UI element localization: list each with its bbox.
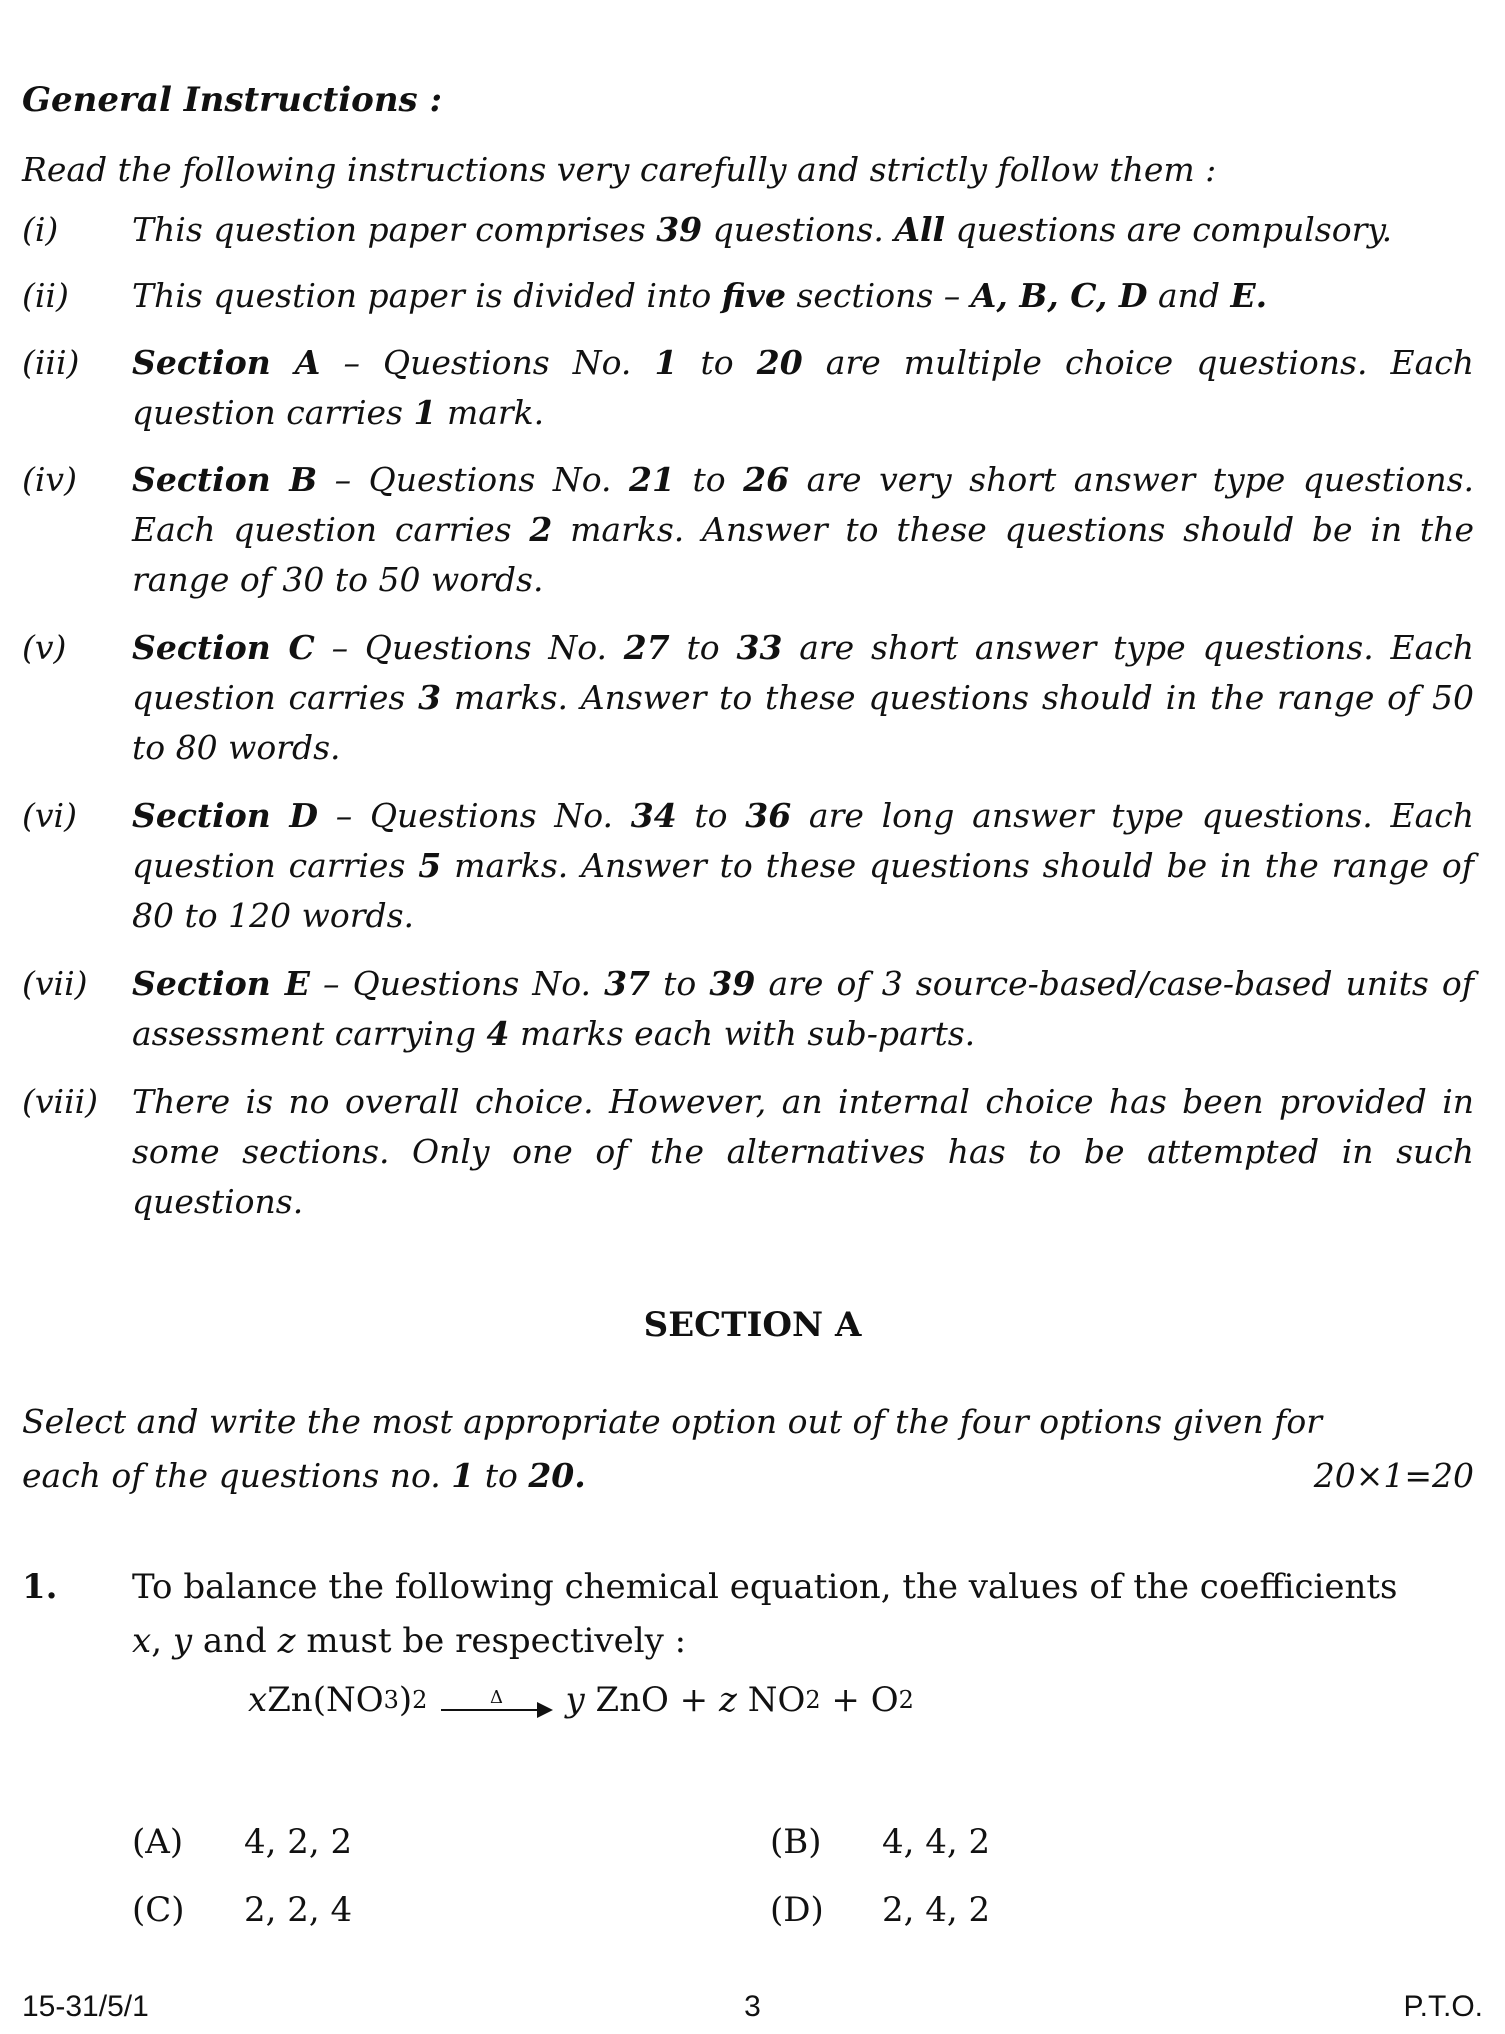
instruction-run: – Questions No. <box>317 460 629 499</box>
directions-marks-line <box>22 1449 1474 1503</box>
instruction-text <box>132 623 1474 773</box>
sep: , <box>151 1621 173 1661</box>
directions-text: each of the questions no. <box>22 1456 452 1495</box>
instruction-emphasis: Section B <box>132 460 318 499</box>
option-label: (A) <box>132 1822 184 1862</box>
instruction-run: marks. Answer to these questions should be in the range of 30 to 50 words. <box>132 510 1474 599</box>
coeff-z: z <box>718 1680 737 1720</box>
instruction-emphasis: 34 <box>630 796 677 835</box>
instruction-run: marks. Answer to these questions should in the range of 50 to 80 words. <box>132 678 1475 767</box>
subscript: 2 <box>412 1686 428 1714</box>
general-instructions-intro: Read the following instructions very carefully and strictly follow them : <box>22 150 1217 189</box>
var-x: x <box>132 1621 152 1661</box>
option-label: (D) <box>770 1890 824 1930</box>
instruction-item <box>22 1077 1474 1227</box>
instruction-run: There is no overall choice. However, an internal choice has been provided in some sections. Only one of the alternatives has to be attempted in such questions. <box>132 1082 1474 1221</box>
instruction-run: – Questions No. <box>314 628 624 667</box>
instruction-emphasis: 1 <box>413 393 437 432</box>
instruction-item <box>22 455 1474 605</box>
chemical-equation <box>248 1680 914 1720</box>
option-label: (C) <box>132 1890 185 1930</box>
instruction-run: are short answer type questions. Each question carries <box>132 628 1474 717</box>
instruction-run: are very short answer type questions. Each question carries <box>132 460 1474 549</box>
instruction-emphasis: 2 <box>529 510 553 549</box>
instruction-run: This question paper comprises <box>132 210 657 249</box>
instruction-emphasis: 4 <box>486 1014 510 1053</box>
option-value: 4, 4, 2 <box>882 1822 991 1862</box>
instruction-emphasis: 3 <box>418 678 442 717</box>
instruction-run: mark. <box>436 393 545 432</box>
instruction-emphasis: 1 <box>654 343 678 382</box>
instruction-run: – Questions No. <box>309 964 605 1003</box>
instruction-number: (iii) <box>22 343 80 382</box>
instruction-emphasis: All <box>894 210 946 249</box>
coeff-x: x <box>248 1680 268 1720</box>
instruction-run: questions are compulsory. <box>945 210 1393 249</box>
instruction-run: marks each with sub-parts. <box>509 1014 976 1053</box>
var-y: y <box>172 1621 193 1661</box>
instruction-emphasis: 27 <box>623 628 670 667</box>
instruction-run: and <box>1147 276 1231 315</box>
instruction-run: to <box>676 796 746 835</box>
instruction-emphasis: 39 <box>656 210 703 249</box>
product: + O <box>820 1680 899 1720</box>
instruction-emphasis: 26 <box>743 460 790 499</box>
instruction-number: (vii) <box>22 964 88 1003</box>
option-value: 4, 2, 2 <box>244 1822 353 1862</box>
instruction-run: to <box>669 628 737 667</box>
arrow-shaft <box>441 1709 551 1711</box>
instruction-item <box>22 271 1474 321</box>
product: NO <box>736 1680 806 1720</box>
subscript: 2 <box>898 1686 914 1714</box>
instruction-emphasis: 33 <box>736 628 783 667</box>
instruction-emphasis: Section A <box>132 343 321 382</box>
instruction-emphasis: E. <box>1230 276 1268 315</box>
option-value: 2, 2, 4 <box>244 1890 353 1930</box>
instruction-run: This question paper is divided into <box>132 276 722 315</box>
question-rest: must be respectively : <box>295 1621 687 1661</box>
instruction-emphasis: Section C <box>132 628 315 667</box>
instruction-text <box>132 455 1474 605</box>
instruction-number: (ii) <box>22 276 69 315</box>
option-value: 2, 4, 2 <box>882 1890 991 1930</box>
instruction-item <box>22 205 1474 255</box>
instruction-run: – Questions No. <box>318 796 631 835</box>
instruction-run: marks. Answer to these questions should be in the range of 80 to 120 words. <box>132 846 1475 935</box>
question-line <box>132 1614 1474 1668</box>
question-text <box>132 1560 1474 1668</box>
question-1 <box>22 1560 1474 1668</box>
heat-symbol: Δ <box>489 1687 503 1708</box>
section-directions <box>22 1395 1474 1503</box>
paren: ) <box>398 1680 413 1720</box>
question-number: 1. <box>22 1567 58 1607</box>
subscript: 2 <box>805 1686 821 1714</box>
instruction-run: to <box>650 964 710 1003</box>
directions-line <box>22 1449 586 1503</box>
instruction-run: to <box>677 343 757 382</box>
instruction-emphasis: 20 <box>756 343 803 382</box>
option-b <box>770 1822 990 1862</box>
reaction-arrow-icon <box>441 1689 551 1711</box>
instruction-emphasis: Section E <box>132 964 310 1003</box>
and-word: and <box>192 1621 278 1661</box>
instruction-item <box>22 791 1474 941</box>
directions-from: 1 <box>451 1456 475 1495</box>
option-a <box>132 1822 352 1862</box>
product: ZnO + <box>584 1680 719 1720</box>
instruction-run: are long answer type questions. Each question carries <box>132 796 1474 885</box>
directions-to: 20. <box>528 1456 586 1495</box>
instruction-text <box>132 959 1474 1059</box>
instruction-emphasis: five <box>721 276 786 315</box>
instruction-number: (iv) <box>22 460 77 499</box>
section-title: SECTION A <box>643 1305 862 1345</box>
instruction-item <box>22 623 1474 773</box>
instruction-number: (vi) <box>22 796 77 835</box>
directions-to-word: to <box>474 1456 529 1495</box>
instruction-text <box>132 791 1474 941</box>
reactant: Zn(NO <box>267 1680 384 1720</box>
directions-line: Select and write the most appropriate option out of the four options given for <box>22 1402 1323 1441</box>
instruction-item <box>22 959 1474 1059</box>
instruction-emphasis: Section D <box>132 796 319 835</box>
instruction-text <box>132 1077 1474 1227</box>
option-c <box>132 1890 352 1930</box>
instruction-number: (i) <box>22 210 59 249</box>
instruction-run: – Questions No. <box>320 343 655 382</box>
option-d <box>770 1890 990 1930</box>
instruction-run: are multiple choice questions. Each question carries <box>132 343 1475 432</box>
instruction-text <box>132 271 1474 321</box>
instruction-text <box>132 205 1474 255</box>
instruction-run: sections – <box>785 276 971 315</box>
question-line: To balance the following chemical equation, the values of the coefficients <box>132 1567 1398 1607</box>
instruction-run: questions. <box>702 210 895 249</box>
instruction-run: are of 3 source-based/case-based units of assessment carrying <box>132 964 1474 1053</box>
instruction-number: (viii) <box>22 1082 99 1121</box>
coeff-y: y <box>565 1680 585 1720</box>
instruction-emphasis: 36 <box>745 796 792 835</box>
instruction-number: (v) <box>22 628 67 667</box>
instruction-emphasis: 37 <box>604 964 651 1003</box>
general-instructions-heading: General Instructions : <box>22 80 443 120</box>
instruction-emphasis: 39 <box>709 964 756 1003</box>
section-marks: 20×1=20 <box>1313 1456 1474 1495</box>
instruction-text <box>132 338 1474 438</box>
subscript: 3 <box>383 1686 399 1714</box>
instruction-emphasis: A, B, C, D <box>970 276 1148 315</box>
paper-code: 15-31/5/1 <box>22 1990 149 2023</box>
pto-label: P.T.O. <box>1403 1990 1483 2023</box>
instruction-item <box>22 338 1474 438</box>
instruction-emphasis: 21 <box>629 460 675 499</box>
var-z: z <box>277 1621 296 1661</box>
option-label: (B) <box>770 1822 822 1862</box>
instruction-run: to <box>674 460 744 499</box>
page-number: 3 <box>744 1990 761 2023</box>
instruction-emphasis: 5 <box>418 846 442 885</box>
